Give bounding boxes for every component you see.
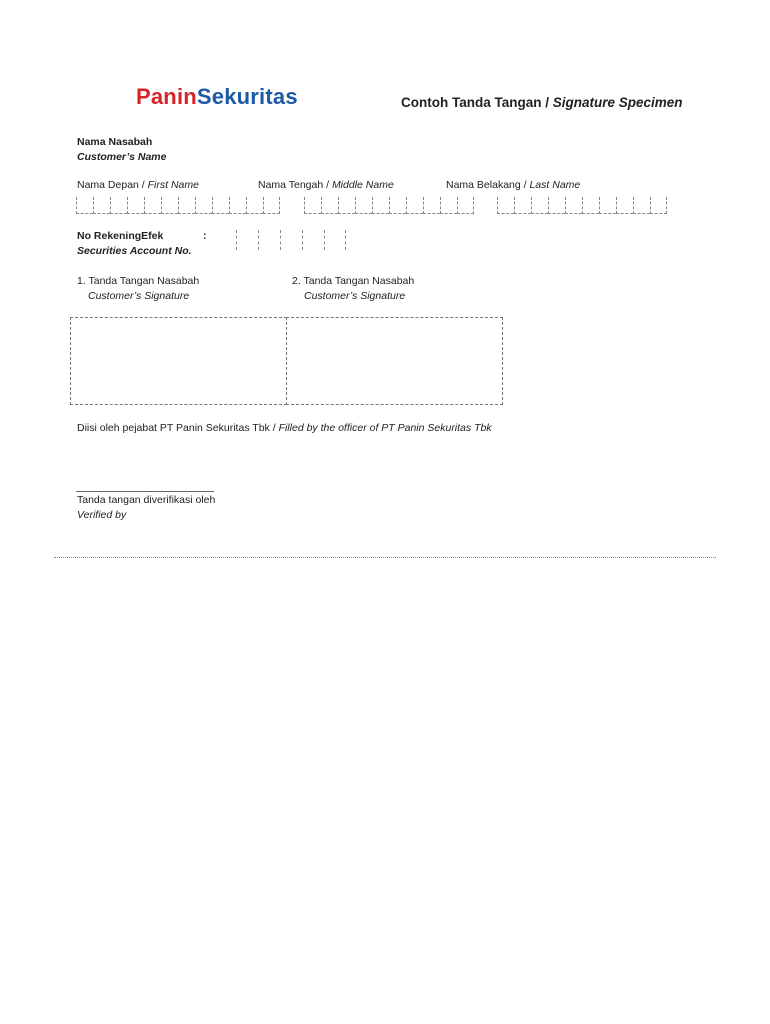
char-box[interactable] — [565, 197, 582, 214]
digit-box[interactable] — [236, 230, 258, 250]
verified-by-label-en: Verified by — [77, 509, 127, 521]
char-box[interactable] — [548, 197, 565, 214]
middle-name-label — [258, 179, 394, 191]
last-name-label-id: Nama Belakang / — [446, 179, 530, 191]
officer-note-id: Diisi oleh pejabat PT Panin Sekuritas Tbk / — [77, 422, 279, 434]
last-name-label — [446, 179, 580, 191]
char-box[interactable] — [178, 197, 195, 214]
char-box[interactable] — [582, 197, 599, 214]
digit-box[interactable] — [302, 230, 324, 250]
char-box[interactable] — [372, 197, 389, 214]
first-name-label — [77, 179, 199, 191]
account-number-colon: : — [203, 230, 207, 242]
title-italic: Signature Specimen — [552, 95, 683, 110]
char-box[interactable] — [423, 197, 440, 214]
char-box[interactable] — [161, 197, 178, 214]
char-box[interactable] — [599, 197, 616, 214]
char-box[interactable] — [304, 197, 321, 214]
signature-2-box[interactable] — [286, 317, 503, 405]
customer-name-label: Nama Nasabah — [77, 136, 153, 148]
verified-by-label: Tanda tangan diverifikasi oleh — [77, 494, 216, 506]
logo-text-panin: Panin — [136, 84, 197, 109]
char-box[interactable] — [355, 197, 372, 214]
logo-text-sekuritas: Sekuritas — [196, 84, 298, 109]
signature-2-label: 2. Tanda Tangan Nasabah — [292, 275, 415, 287]
middle-name-label-id: Nama Tengah / — [258, 179, 332, 191]
middle-name-boxes[interactable] — [304, 197, 474, 214]
digit-box[interactable] — [280, 230, 302, 250]
char-box[interactable] — [321, 197, 338, 214]
char-box[interactable] — [514, 197, 531, 214]
first-name-boxes[interactable] — [76, 197, 280, 214]
char-box[interactable] — [457, 197, 474, 214]
char-box[interactable] — [440, 197, 457, 214]
digit-box[interactable] — [324, 230, 346, 250]
signature-1-box[interactable] — [70, 317, 287, 405]
customer-name-label-en: Customer’s Name — [77, 151, 167, 163]
officer-note-en: Filled by the officer of PT Panin Sekuritas Tbk — [278, 422, 492, 434]
verifier-signature-line — [76, 491, 214, 492]
last-name-label-en: Last Name — [529, 179, 581, 191]
last-name-boxes[interactable] — [497, 197, 667, 214]
first-name-label-en: First Name — [147, 179, 199, 191]
char-box[interactable] — [406, 197, 423, 214]
char-box[interactable] — [110, 197, 127, 214]
char-box[interactable] — [633, 197, 650, 214]
char-box[interactable] — [338, 197, 355, 214]
char-box[interactable] — [93, 197, 110, 214]
char-box[interactable] — [195, 197, 212, 214]
middle-name-label-en: Middle Name — [331, 179, 394, 191]
page-title — [401, 95, 683, 110]
char-box[interactable] — [389, 197, 406, 214]
char-box[interactable] — [497, 197, 514, 214]
char-box[interactable] — [650, 197, 667, 214]
char-box[interactable] — [531, 197, 548, 214]
panin-sekuritas-logo — [136, 84, 298, 110]
char-box[interactable] — [229, 197, 246, 214]
first-name-label-id: Nama Depan / — [77, 179, 148, 191]
char-box[interactable] — [616, 197, 633, 214]
char-box[interactable] — [263, 197, 280, 214]
cut-line-divider — [54, 557, 716, 558]
char-box[interactable] — [127, 197, 144, 214]
digit-box[interactable] — [258, 230, 280, 250]
account-number-label: No RekeningEfek — [77, 230, 164, 242]
title-main: Contoh Tanda Tangan / — [401, 95, 553, 110]
char-box[interactable] — [246, 197, 263, 214]
account-number-boxes[interactable] — [236, 230, 346, 250]
account-number-label-en: Securities Account No. — [77, 245, 192, 257]
signature-1-label: 1. Tanda Tangan Nasabah — [77, 275, 200, 287]
signature-1-label-en: Customer’s Signature — [88, 290, 190, 302]
char-box[interactable] — [212, 197, 229, 214]
char-box[interactable] — [144, 197, 161, 214]
officer-note — [77, 422, 492, 434]
signature-2-label-en: Customer’s Signature — [304, 290, 406, 302]
char-box[interactable] — [76, 197, 93, 214]
